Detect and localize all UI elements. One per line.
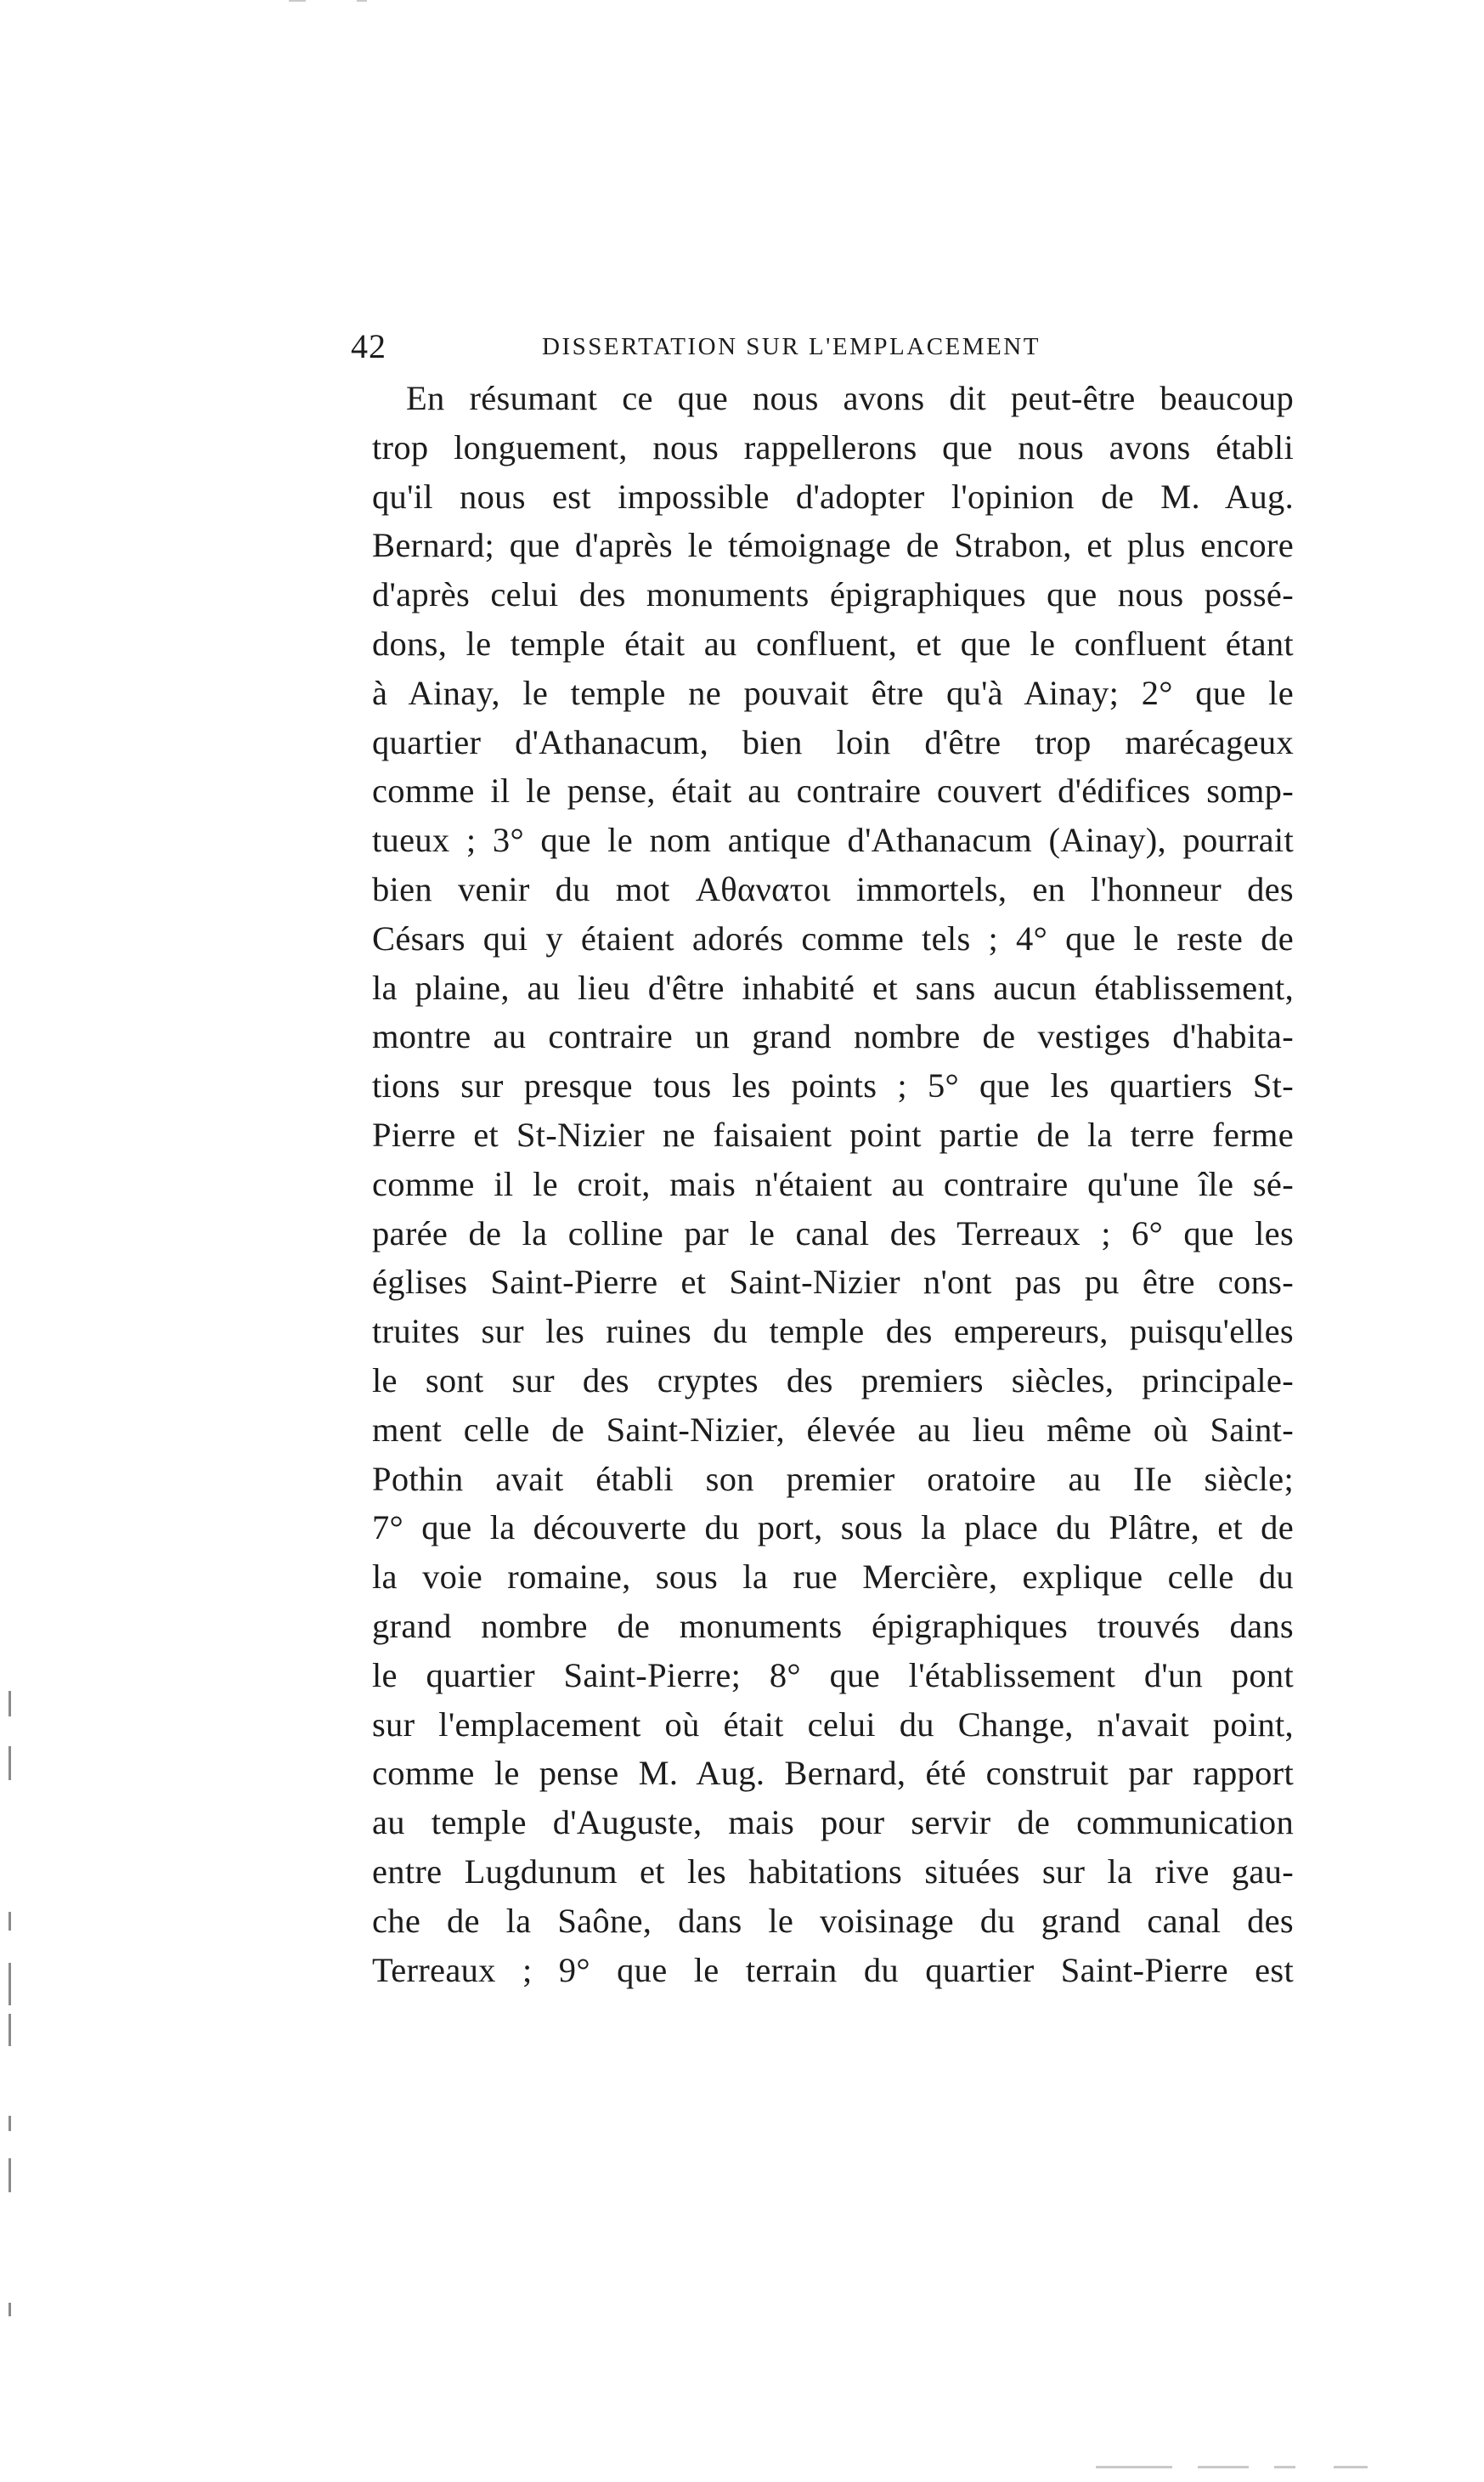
text-line: tions sur presque tous les points ; 5° que les quartiers St-: [372, 1066, 1294, 1105]
text-line: le quartier Saint-Pierre; 8° que l'établissement d'un pont: [372, 1655, 1294, 1694]
scan-artifact-top: [289, 0, 306, 2]
text-line: à Ainay, le temple ne pouvait être qu'à Ainay; 2° que le: [372, 673, 1294, 712]
text-line: truites sur les ruines du temple des empereurs, puisqu'elles: [372, 1312, 1294, 1351]
text-line: d'après celui des monuments épigraphiques que nous possé-: [372, 575, 1294, 614]
text-line: dons, le temple était au confluent, et que le confluent étant: [372, 624, 1294, 663]
text-line: che de la Saône, dans le voisinage du grand canal des: [372, 1901, 1294, 1940]
text-line: comme il le pense, était au contraire couvert d'édifices somp-: [372, 772, 1294, 811]
scan-artifact-left-edge: [8, 1746, 11, 1780]
scan-artifact-left-edge: [8, 2116, 11, 2131]
scan-artifact-left-edge: [8, 1963, 11, 2005]
scan-artifact-left-edge: [8, 1691, 11, 1716]
text-line: Pierre et St-Nizier ne faisaient point partie de la terre ferme: [372, 1115, 1294, 1154]
text-line: qu'il nous est impossible d'adopter l'opinion de M. Aug.: [372, 477, 1294, 516]
text-line: sur l'emplacement où était celui du Change, n'avait point,: [372, 1705, 1294, 1744]
text-line: Césars qui y étaient adorés comme tels ; 4° que le reste de: [372, 919, 1294, 958]
text-line: 7° que la découverte du port, sous la place du Plâtre, et de: [372, 1508, 1294, 1547]
scan-artifact-left-edge: [8, 2303, 11, 2316]
text-line: parée de la colline par le canal des Terreaux ; 6° que les: [372, 1213, 1294, 1252]
scan-artifact-bottom: [1274, 2466, 1295, 2468]
text-line: montre au contraire un grand nombre de vestiges d'habita-: [372, 1017, 1294, 1056]
text-line: églises Saint-Pierre et Saint-Nizier n'ont pas pu être cons-: [372, 1263, 1294, 1302]
text-line: Pothin avait établi son premier oratoire au IIe siècle;: [372, 1459, 1294, 1498]
text-line: entre Lugdunum et les habitations situées sur la rive gau-: [372, 1852, 1294, 1891]
text-line: au temple d'Auguste, mais pour servir de communication: [372, 1803, 1294, 1842]
text-line: grand nombre de monuments épigraphiques trouvés dans: [372, 1606, 1294, 1645]
text-line: la voie romaine, sous la rue Mercière, explique celle du: [372, 1558, 1294, 1597]
page-number: 42: [351, 327, 387, 365]
text-line: le sont sur des cryptes des premiers siècles, principale-: [372, 1360, 1294, 1399]
text-line: ment celle de Saint-Nizier, élevée au lieu même où Saint-: [372, 1410, 1294, 1449]
scan-artifact-left-edge: [8, 2158, 11, 2192]
scan-artifact-top: [357, 0, 367, 2]
text-line: tueux ; 3° que le nom antique d'Athanacum (Ainay), pourrait: [372, 821, 1294, 860]
body-paragraph: [372, 374, 1294, 1994]
scan-artifact-left-edge: [8, 1912, 11, 1931]
page-header: [351, 326, 1311, 377]
text-line: comme le pense M. Aug. Bernard, été construit par rapport: [372, 1754, 1294, 1793]
scan-artifact-bottom: [1096, 2466, 1172, 2468]
text-line: Bernard; que d'après le témoignage de Strabon, et plus encore: [372, 526, 1294, 565]
text-line: la plaine, au lieu d'être inhabité et sans aucun établissement,: [372, 968, 1294, 1007]
running-head: DISSERTATION SUR L'EMPLACEMENT: [542, 333, 1041, 360]
text-line: comme il le croit, mais n'étaient au contraire qu'une île sé-: [372, 1164, 1294, 1203]
scan-artifact-left-edge: [8, 2014, 11, 2046]
text-line: bien venir du mot Αθανατοι immortels, en l'honneur des: [372, 869, 1294, 908]
text-line: quartier d'Athanacum, bien loin d'être trop marécageux: [372, 722, 1294, 761]
scan-artifact-bottom: [1198, 2466, 1249, 2468]
scan-artifact-bottom: [1334, 2466, 1368, 2468]
text-line: Terreaux ; 9° que le terrain du quartier Saint-Pierre est: [372, 1950, 1294, 1989]
text-line: En résumant ce que nous avons dit peut-être beaucoup: [406, 379, 1294, 417]
text-line: trop longuement, nous rappellerons que nous avons établi: [372, 427, 1294, 466]
